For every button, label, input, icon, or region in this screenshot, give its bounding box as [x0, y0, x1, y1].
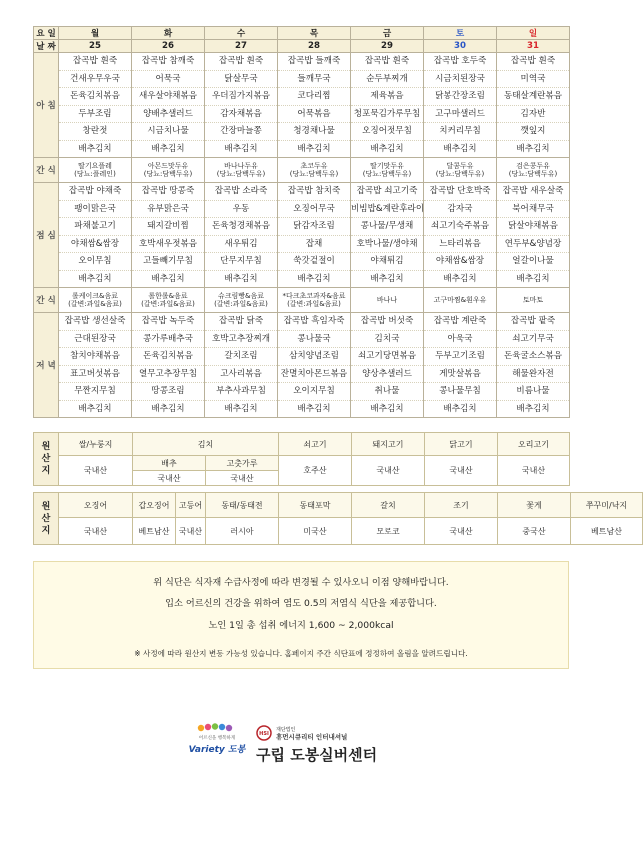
origin-octopus-value: 베트남산	[571, 518, 643, 545]
menu-item: 새우살야채볶음	[132, 88, 204, 106]
menu-item: 코다리찜	[278, 88, 350, 106]
lunch-cell	[424, 183, 497, 288]
menu-item: 콩가루배추국	[132, 331, 204, 349]
menu-item: 배추김치	[78, 403, 112, 414]
menu-item: 아욱국	[424, 331, 496, 349]
lunch-cell	[351, 183, 424, 288]
menu-item: *다크초코과자&음료	[282, 292, 346, 300]
menu-item: 게맛살볶음	[424, 366, 496, 384]
origin-cabbage-value: 국내산	[133, 471, 206, 486]
menu-item: 양상추샐러드	[351, 366, 423, 384]
menu-item: (당뇨:플레인)	[74, 170, 116, 178]
date-wed: 27	[205, 40, 278, 53]
menu-item: 배추김치	[224, 273, 258, 284]
menu-item: 취나물	[351, 383, 423, 401]
date-sun: 31	[497, 40, 570, 53]
origin-rice-label: 쌀/누룽지	[59, 433, 133, 456]
menu-item: 연두부&양념장	[497, 236, 569, 254]
origin-hairtail-value: 모로코	[352, 518, 425, 545]
menu-item: 쑥갓겉절이	[278, 253, 350, 271]
menu-item: 잡곡밥 야채죽	[59, 183, 131, 201]
dinner-cell	[132, 313, 205, 418]
snack1-cell	[351, 158, 424, 183]
menu-item: 닭살야채볶음	[497, 218, 569, 236]
snack2-cell	[205, 288, 278, 313]
origin-label-1: 원 산 지	[34, 433, 59, 486]
origin-beef-label: 쇠고기	[279, 433, 352, 456]
svg-text:HSI: HSI	[259, 731, 269, 737]
menu-item: 배추김치	[151, 143, 185, 154]
snack2-cell	[278, 288, 351, 313]
menu-item: 잡곡밥 호두죽	[424, 53, 496, 71]
notice-line-3: 노인 1일 총 섭취 에너지 1,600 ~ 2,000kcal	[208, 620, 394, 631]
snack1-cell	[278, 158, 351, 183]
menu-item: 배추김치	[516, 143, 550, 154]
menu-item: 야채쌈&쌈장	[424, 253, 496, 271]
menu-item: 바나나두유	[224, 162, 258, 170]
menu-item: 열무고추장무침	[132, 366, 204, 384]
breakfast-cell	[132, 53, 205, 158]
menu-item: 김치국	[351, 331, 423, 349]
menu-item: 잡곡밥 흰죽	[59, 53, 131, 71]
menu-item: 슈크림빵&음료	[217, 292, 265, 300]
menu-item: 고구마찜&흰우유	[433, 296, 487, 304]
menu-item: 야채쌈&쌈장	[59, 236, 131, 254]
breakfast-cell	[278, 53, 351, 158]
origin-pork-label: 돼지고기	[352, 433, 425, 456]
menu-item: 호박나물/생야채	[351, 236, 423, 254]
menu-item: 근대된장국	[59, 331, 131, 349]
menu-item: 잡곡밥 참깨죽	[132, 53, 204, 71]
menu-item: 잡곡밥 단호박죽	[424, 183, 496, 201]
menu-item: 부추사과무침	[205, 383, 277, 401]
weekly-menu-table	[33, 26, 570, 418]
menu-item: 돈육김치볶음	[59, 88, 131, 106]
breakfast-cell	[205, 53, 278, 158]
menu-item: 잡곡밥 생선살죽	[59, 313, 131, 331]
menu-item: 두부고기조림	[424, 348, 496, 366]
menu-item: 돈육김치볶음	[132, 348, 204, 366]
menu-item: 양배추샐러드	[132, 106, 204, 124]
menu-item: 닭감자조림	[278, 218, 350, 236]
lunch-cell	[497, 183, 570, 288]
origin-pepper-value: 국내산	[206, 471, 279, 486]
dobong-silver-center-logo	[256, 724, 426, 764]
origin-label-2: 원 산 지	[34, 493, 59, 545]
menu-item: 비름나물	[497, 383, 569, 401]
menu-item: 잡곡밥 계란죽	[424, 313, 496, 331]
menu-item: 아몬드맛두유	[147, 162, 189, 170]
menu-item: 잡곡밥 소라죽	[205, 183, 277, 201]
origin-kimchi-label: 김치	[133, 433, 279, 456]
menu-item: 동태살계란볶음	[497, 88, 569, 106]
menu-item: 배추김치	[443, 273, 477, 284]
lunch-row	[34, 183, 570, 288]
snack1-cell	[497, 158, 570, 183]
origin-octopus-label: 쭈꾸미/낙지	[571, 493, 643, 518]
menu-item: 오징어젓무침	[351, 123, 423, 141]
menu-item: 단무지무침	[205, 253, 277, 271]
menu-item: 표고버섯볶음	[59, 366, 131, 384]
menu-item: 참치야채볶음	[59, 348, 131, 366]
menu-item: 미역국	[497, 71, 569, 89]
menu-item: 배추김치	[516, 403, 550, 414]
date-row	[34, 40, 570, 53]
weekday-thu: 목	[278, 27, 351, 40]
snack2-cell	[497, 288, 570, 313]
menu-item: 검은콩두유	[516, 162, 550, 170]
menu-item: 어묵볶음	[278, 106, 350, 124]
menu-item: 배추김치	[151, 403, 185, 414]
breakfast-label: 아 침	[34, 53, 59, 158]
menu-item: 잡곡밥 버섯죽	[351, 313, 423, 331]
menu-item: (갈변:과일&음료)	[214, 300, 268, 308]
weekday-label: 요 일	[34, 27, 59, 40]
notice-line-4: ※ 사정에 따라 원산지 변동 가능성 있습니다. 홈페이지 주간 식단표에 정정하여 올림을 알려드립니다.	[134, 649, 468, 658]
menu-item: 돈육청경채볶음	[205, 218, 277, 236]
menu-item: 고구마샐러드	[424, 106, 496, 124]
menu-item: 잡곡밥 팥죽	[497, 313, 569, 331]
dinner-cell	[205, 313, 278, 418]
date-fri: 29	[351, 40, 424, 53]
snack2-label: 간 식	[34, 288, 59, 313]
menu-item: (갈변:과일&음료)	[68, 300, 122, 308]
origin-pepper-label: 고춧가루	[206, 456, 279, 471]
breakfast-cell	[59, 53, 132, 158]
origin-pollack-label: 동태/동태전	[206, 493, 279, 518]
menu-item: 얼갈이나물	[497, 253, 569, 271]
menu-item: 감자국	[424, 201, 496, 219]
menu-item: 배추김치	[370, 273, 404, 284]
origin-hairtail-label: 갈치	[352, 493, 425, 518]
menu-item: 고들빼기무침	[132, 253, 204, 271]
menu-item: 무짠지무침	[59, 383, 131, 401]
menu-item: (갈변:과일&음료)	[287, 300, 341, 308]
menu-item: 청경채나물	[278, 123, 350, 141]
menu-item: 우더짐가지볶음	[205, 88, 277, 106]
origin-pollack-value: 러시아	[206, 518, 279, 545]
snack2-cell	[132, 288, 205, 313]
dinner-row	[34, 313, 570, 418]
origin-chicken-label: 닭고기	[425, 433, 498, 456]
lunch-label: 점 심	[34, 183, 59, 288]
org-line-1: 재단법인	[276, 727, 296, 733]
notice-line-1: 위 식단은 식자재 수급사정에 따라 변경될 수 있사오니 이점 양해바랍니다.	[153, 577, 449, 588]
org-emblem	[256, 724, 426, 764]
menu-item: 시금치나물	[132, 123, 204, 141]
menu-item: 땅콩조림	[132, 383, 204, 401]
lunch-cell	[132, 183, 205, 288]
menu-item: 잡곡밥 흑임자죽	[278, 313, 350, 331]
snack2-row	[34, 288, 570, 313]
weekday-sun: 일	[497, 27, 570, 40]
menu-item: 깻잎지	[497, 123, 569, 141]
origin-rice-value: 국내산	[59, 456, 133, 486]
dinner-cell	[351, 313, 424, 418]
menu-item: 청포묵김가루무침	[351, 106, 423, 124]
menu-item: 배추김치	[370, 403, 404, 414]
menu-item: 들깨무국	[278, 71, 350, 89]
origin-pollack-fillet-label: 동태포막	[279, 493, 352, 518]
menu-item: 유부맑은국	[132, 201, 204, 219]
menu-item: (당뇨:담백두유)	[143, 170, 193, 178]
weekday-sat: 토	[424, 27, 497, 40]
menu-item: 잡곡밥 녹두죽	[132, 313, 204, 331]
menu-item: 파채불고기	[59, 218, 131, 236]
date-mon: 25	[59, 40, 132, 53]
menu-item: (당뇨:담백두유)	[216, 170, 266, 178]
snack1-cell	[424, 158, 497, 183]
date-sat: 30	[424, 40, 497, 53]
menu-item: 잡곡밥 닭죽	[205, 313, 277, 331]
origin-cuttlefish-value: 베트남산	[133, 518, 176, 545]
menu-item: 배추김치	[151, 273, 185, 284]
menu-item: 닭살무국	[205, 71, 277, 89]
date-label: 날 짜	[34, 40, 59, 53]
origin-duck-value: 국내산	[498, 456, 570, 486]
snack1-row	[34, 158, 570, 183]
menu-item: 삼치양념조림	[278, 348, 350, 366]
menu-item: 배추김치	[297, 273, 331, 284]
menu-item: 쇠고기숙주볶음	[424, 218, 496, 236]
menu-item: 쇠고기무국	[497, 331, 569, 349]
menu-item: 잡곡밥 들깨죽	[278, 53, 350, 71]
dinner-cell	[497, 313, 570, 418]
menu-item: 야채튀김	[351, 253, 423, 271]
menu-item: 비빔밥&계란후라이	[351, 201, 423, 219]
menu-item: 잡곡밥 땅콩죽	[132, 183, 204, 201]
menu-item: 우동	[205, 201, 277, 219]
menu-item: 호박새우젓볶음	[132, 236, 204, 254]
menu-item: 닭봉간장조림	[424, 88, 496, 106]
origin-beef-value: 호주산	[279, 456, 352, 486]
menu-item: 콩나물무침	[424, 383, 496, 401]
menu-item: 순두부찌개	[351, 71, 423, 89]
menu-item: 잔멸치아몬드볶음	[278, 366, 350, 384]
weekday-wed: 수	[205, 27, 278, 40]
menu-item: 배추김치	[516, 273, 550, 284]
origin-cabbage-label: 배추	[133, 456, 206, 471]
menu-item: 잡곡밥 새우살죽	[497, 183, 569, 201]
menu-item: 호박고추장찌개	[205, 331, 277, 349]
menu-item: 롤한롤&음료	[148, 292, 188, 300]
snack1-cell	[205, 158, 278, 183]
menu-item: 잡곡밥 참치죽	[278, 183, 350, 201]
weekday-mon: 월	[59, 27, 132, 40]
menu-item: 어묵국	[132, 71, 204, 89]
breakfast-cell	[497, 53, 570, 158]
menu-item: 북어채무국	[497, 201, 569, 219]
origin-duck-label: 오리고기	[498, 433, 570, 456]
weekday-tue: 화	[132, 27, 205, 40]
origin-mackerel-value: 국내산	[176, 518, 206, 545]
weekday-row	[34, 27, 570, 40]
dinner-label: 저 녁	[34, 313, 59, 418]
snack1-cell	[59, 158, 132, 183]
menu-item: 배추김치	[297, 143, 331, 154]
menu-item: 돼지갈비찜	[132, 218, 204, 236]
menu-item: 잡채	[278, 236, 350, 254]
snack2-cell	[424, 288, 497, 313]
menu-item: 오이지무침	[278, 383, 350, 401]
origin-croaker-label: 조기	[425, 493, 498, 518]
menu-item: 두부조림	[59, 106, 131, 124]
menu-item: 배추김치	[443, 143, 477, 154]
menu-item: 김자반	[497, 106, 569, 124]
menu-item: 새우튀김	[205, 236, 277, 254]
menu-item: 돈육굴소스볶음	[497, 348, 569, 366]
menu-item: 배추김치	[297, 403, 331, 414]
origin-pollack-fillet-value: 미국산	[279, 518, 352, 545]
menu-item: 치커리무침	[424, 123, 496, 141]
menu-item: 배추김치	[224, 143, 258, 154]
menu-item: 배추김치	[78, 273, 112, 284]
menu-item: 토마토	[522, 296, 544, 304]
origin-croaker-value: 국내산	[425, 518, 498, 545]
menu-item: 감자채볶음	[205, 106, 277, 124]
menu-item: 잡곡밥 흰죽	[205, 53, 277, 71]
menu-item: (당뇨:담백두유)	[435, 170, 485, 178]
variety-dobong-emblem	[187, 722, 247, 760]
origin-pork-value: 국내산	[352, 456, 425, 486]
menu-item: 배추김치	[370, 143, 404, 154]
menu-item: 잡곡밥 흰죽	[497, 53, 569, 71]
snack1-label: 간 식	[34, 158, 59, 183]
dinner-cell	[59, 313, 132, 418]
menu-item: 딸기요플레	[78, 162, 112, 170]
menu-item: 팽이맑은국	[59, 201, 131, 219]
dinner-cell	[424, 313, 497, 418]
menu-item: 배추김치	[443, 403, 477, 414]
origin-table-2	[33, 492, 643, 545]
org-name: 구립 도봉실버센터	[256, 746, 378, 764]
menu-item: 딸기맛두유	[370, 162, 404, 170]
menu-item: 건새우무우국	[59, 71, 131, 89]
variety-dobong-logo	[187, 722, 247, 760]
menu-item: 달콤두유	[446, 162, 474, 170]
lunch-cell	[205, 183, 278, 288]
snack2-cell	[59, 288, 132, 313]
menu-item: 바나나	[376, 296, 398, 304]
menu-item: 롤케이크&음료	[71, 292, 119, 300]
notice-box	[33, 561, 569, 669]
snack2-cell	[351, 288, 424, 313]
dinner-cell	[278, 313, 351, 418]
menu-item: 잡곡밥 쇠고기죽	[351, 183, 423, 201]
menu-item: 배추김치	[78, 143, 112, 154]
origin-chicken-value: 국내산	[425, 456, 498, 486]
menu-item: 해물완자전	[497, 366, 569, 384]
origin-crab-label: 꽃게	[498, 493, 571, 518]
menu-item: 콩나물/무생채	[351, 218, 423, 236]
menu-item: (당뇨:담백두유)	[289, 170, 339, 178]
origin-cuttlefish-label: 갑오징어	[133, 493, 176, 518]
origin-mackerel-label: 고등어	[176, 493, 206, 518]
lunch-cell	[278, 183, 351, 288]
menu-item: 갈치조림	[205, 348, 277, 366]
lunch-cell	[59, 183, 132, 288]
origin-squid-label: 오징어	[59, 493, 133, 518]
menu-item: 초코두유	[300, 162, 328, 170]
menu-item: (당뇨:담백두유)	[362, 170, 412, 178]
origin-squid-value: 국내산	[59, 518, 133, 545]
menu-item: 느타리볶음	[424, 236, 496, 254]
variety-slogan: 어르신을 행복하게	[198, 736, 236, 741]
date-thu: 28	[278, 40, 351, 53]
origin-table-1	[33, 432, 570, 486]
date-tue: 26	[132, 40, 205, 53]
menu-item: (갈변:과일&음료)	[141, 300, 195, 308]
menu-item: 제육볶음	[351, 88, 423, 106]
menu-item: (당뇨:담백두유)	[508, 170, 558, 178]
menu-item: 고사리볶음	[205, 366, 277, 384]
menu-item: 오징어무국	[278, 201, 350, 219]
org-line-2: 휴먼시큐리티 인터내셔널	[276, 733, 348, 741]
menu-item: 오이무침	[59, 253, 131, 271]
menu-item: 창란젓	[59, 123, 131, 141]
breakfast-cell	[424, 53, 497, 158]
menu-item: 잡곡밥 흰죽	[351, 53, 423, 71]
variety-text: Variety 도봉	[188, 745, 246, 755]
menu-item: 콩나물국	[278, 331, 350, 349]
breakfast-cell	[351, 53, 424, 158]
menu-item: 시금치된장국	[424, 71, 496, 89]
weekday-fri: 금	[351, 27, 424, 40]
menu-item: 쇠고기당면볶음	[351, 348, 423, 366]
menu-item: 배추김치	[224, 403, 258, 414]
menu-item: 간장마늘쫑	[205, 123, 277, 141]
snack1-cell	[132, 158, 205, 183]
breakfast-row	[34, 53, 570, 158]
origin-crab-value: 중국산	[498, 518, 571, 545]
notice-line-2: 입소 어르신의 건강을 위하여 염도 0.5의 저염식 식단을 제공합니다.	[165, 598, 437, 609]
